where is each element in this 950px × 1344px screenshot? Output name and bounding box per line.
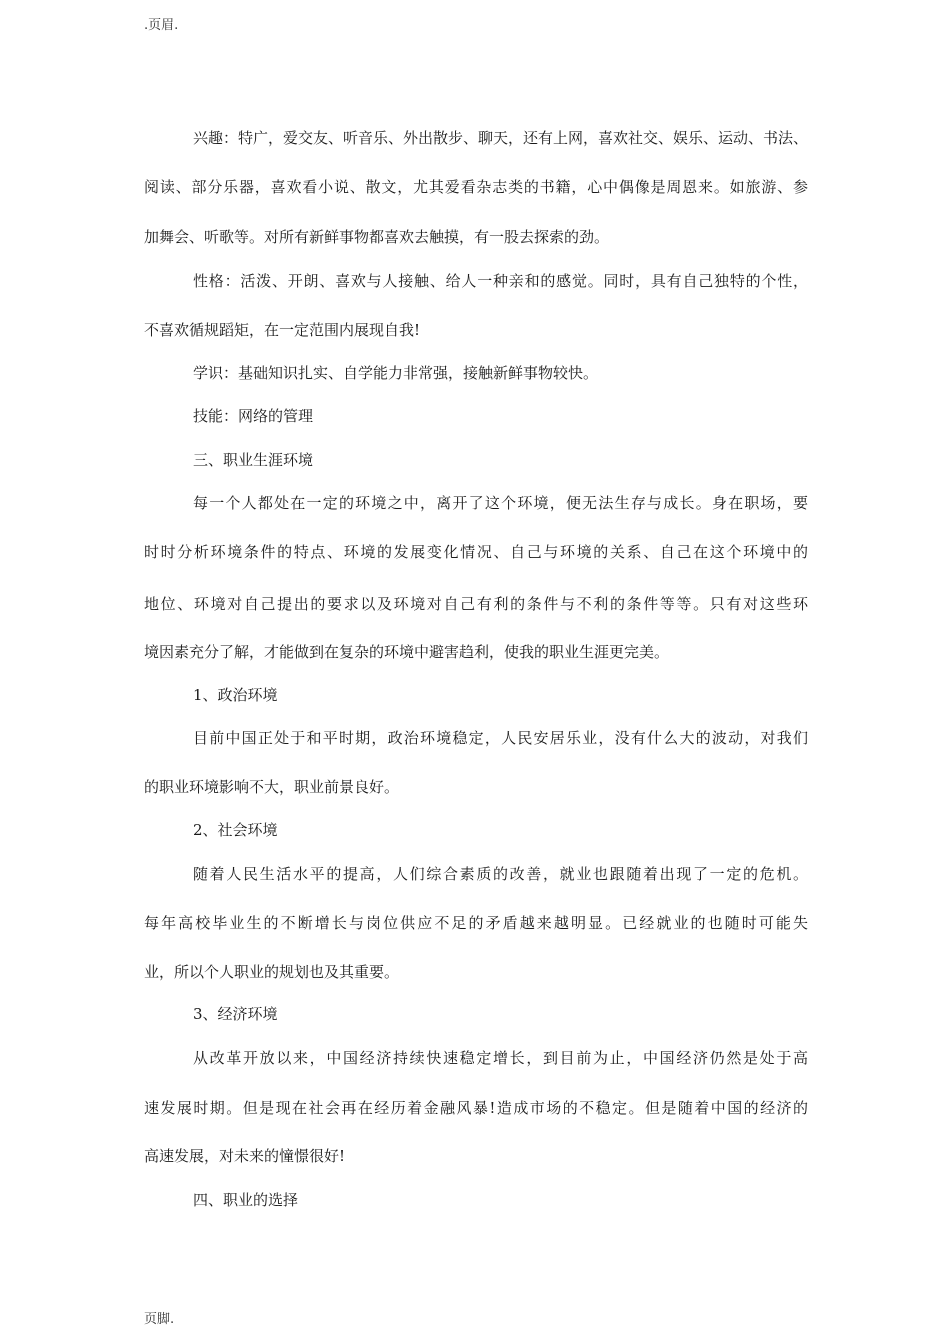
subsection-heading: 1、政治环境	[193, 686, 278, 704]
paragraph-line: 高速发展，对未来的憧憬很好!	[144, 1147, 346, 1165]
paragraph-line: 不喜欢循规蹈矩，在一定范围内展现自我!	[144, 321, 421, 339]
subsection-heading: 3、经济环境	[193, 1005, 278, 1023]
subsection-heading: 2、社会环境	[193, 821, 278, 839]
paragraph-line: 地位、环境对自己提出的要求以及环境对自己有利的条件与不利的条件等等。只有对这些环	[144, 595, 808, 613]
paragraph-line: 速发展时期。但是现在社会再在经历着金融风暴!造成市场的不稳定。但是随着中国的经济的	[144, 1099, 808, 1117]
page-header: .页眉.	[144, 18, 179, 33]
paragraph-line: 从改革开放以来，中国经济持续快速稳定增长，到目前为止，中国经济仍然是处于高	[193, 1049, 808, 1067]
paragraph-line: 加舞会、听歌等。对所有新鲜事物都喜欢去触摸，有一股去探索的劲。	[144, 228, 610, 246]
section-heading: 四、职业的选择	[193, 1191, 299, 1209]
paragraph-line: 的职业环境影响不大，职业前景良好。	[144, 778, 400, 796]
paragraph-line: 随着人民生活水平的提高，人们综合素质的改善，就业也跟随着出现了一定的危机。	[193, 865, 808, 883]
paragraph-line: 目前中国正处于和平时期，政治环境稳定，人民安居乐业，没有什么大的波动，对我们	[193, 729, 808, 747]
paragraph-line: 每年高校毕业生的不断增长与岗位供应不足的矛盾越来越明显。已经就业的也随时可能失	[144, 914, 808, 932]
paragraph-line: 学识：基础知识扎实、自学能力非常强，接触新鲜事物较快。	[193, 364, 599, 382]
paragraph-line: 技能：网络的管理	[193, 407, 314, 425]
paragraph-line: 性格：活泼、开朗、喜欢与人接触、给人一种亲和的感觉。同时，具有自己独特的个性，	[193, 272, 808, 290]
paragraph-line: 阅读、部分乐器，喜欢看小说、散文，尤其爱看杂志类的书籍，心中偶像是周恩来。如旅游、参	[144, 178, 808, 196]
paragraph-line: 业，所以个人职业的规划也及其重要。	[144, 963, 400, 981]
paragraph-line: 兴趣：特广，爱交友、听音乐、外出散步、聊天，还有上网，喜欢社交、娱乐、运动、书法、	[193, 129, 808, 147]
paragraph-line: 每一个人都处在一定的环境之中，离开了这个环境，便无法生存与成长。身在职场，要	[193, 494, 808, 512]
paragraph-line: 境因素充分了解，才能做到在复杂的环境中避害趋利，使我的职业生涯更完美。	[144, 643, 670, 661]
page-footer: 页脚.	[144, 1312, 175, 1327]
section-heading: 三、职业生涯环境	[193, 451, 314, 469]
paragraph-line: 时时分析环境条件的特点、环境的发展变化情况、自己与环境的关系、自己在这个环境中的	[144, 543, 808, 561]
